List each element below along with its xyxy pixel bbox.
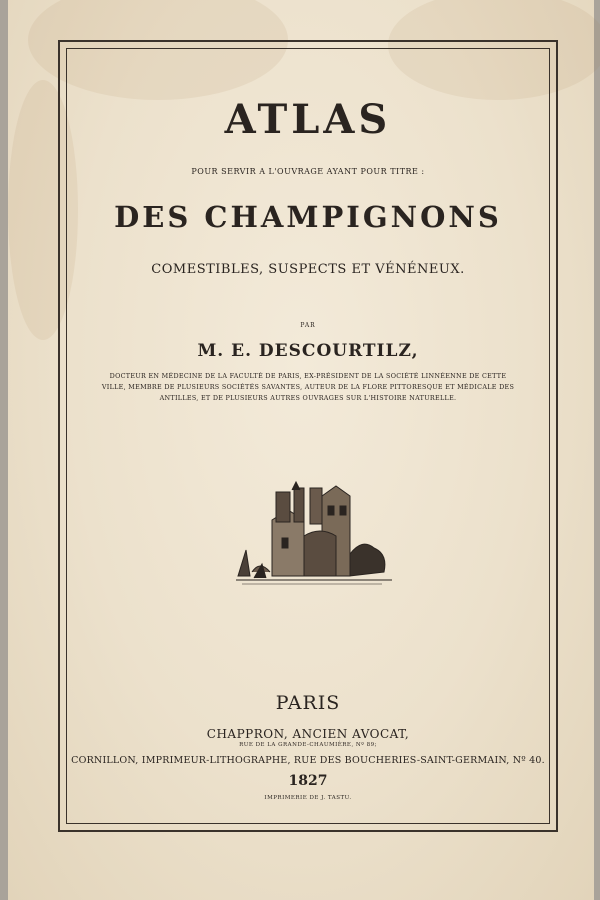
description: COMESTIBLES, SUSPECTS ET VÉNÉNEUX. [151, 262, 465, 277]
publication-year: 1827 [288, 773, 328, 789]
main-title: DES CHAMPIGNONS [114, 200, 502, 234]
publisher: CHAPPRON, ANCIEN AVOCAT, [206, 727, 410, 741]
page-title: ATLAS [224, 96, 392, 143]
imprint: IMPRIMERIE DE J. TASTU. [264, 795, 352, 801]
publisher-address: RUE DE LA GRANDE-CHAUMIÈRE, Nº 89; [239, 742, 377, 748]
printer: CORNILLON, IMPRIMEUR-LITHOGRAPHE, RUE DES BOUCHERIES-SAINT-GERMAIN, Nº 40. [71, 755, 545, 766]
publication-city: PARIS [275, 692, 341, 714]
author-credentials: DOCTEUR EN MÉDECINE DE LA FACULTÉ DE PARIS, EX-PRÉSIDENT DE LA SOCIÉTÉ LINNÉENNE DE CETTE VILLE, MEMBRE DE PLUSIEURS SOCIÉTÉS SAVANTES, AUTEUR DE LA FLORE PITTORESQUE ET MÉDICALE DES ANTILLES, ET DE PLUSIEURS AUTRES OUVRAGES SUR L'HISTOIRE NATURELLE. [101, 372, 515, 402]
author-name: M. E. DESCOURTILZ, [197, 341, 419, 361]
castle-engraving-icon [232, 480, 396, 588]
subtitle: POUR SERVIR A L'OUVRAGE AYANT POUR TITRE : [191, 167, 425, 176]
by-label: PAR [300, 322, 316, 329]
